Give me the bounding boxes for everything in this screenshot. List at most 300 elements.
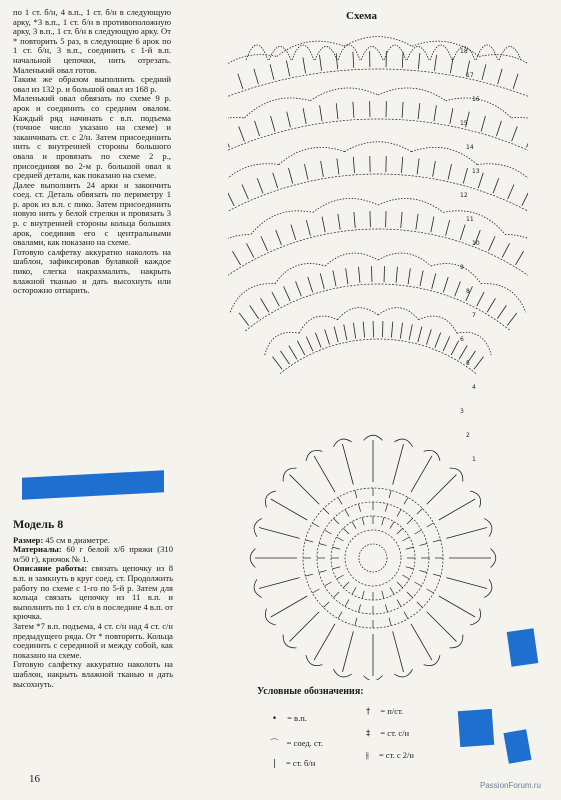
stitch-mark xyxy=(291,225,296,240)
stitch-mark xyxy=(426,329,431,344)
stitch-mark xyxy=(321,161,324,177)
instructions-paragraph: по 1 ст. б/н, 4 в.п., 1 ст. б/н в следующую арку, *3 в.п., 1 ст. б/н в противоположную арку, 3 в.п., 1 ст. б/н в следующую арку. От * повторить 5 раз, в следующие 6 арок по 1 ст. б/н, 3 в.п., соединить с 1-й в.п. начальной цепочки, нить отрезать. Маленький овал готов. xyxy=(13,7,171,75)
petal-spoke xyxy=(393,631,404,672)
stitch-mark xyxy=(404,497,408,504)
stitch-mark xyxy=(434,105,436,121)
stitch-mark xyxy=(345,510,349,517)
stitch-mark xyxy=(415,582,422,586)
stitch-mark xyxy=(391,322,392,338)
stitch-mark xyxy=(352,522,356,529)
stitch-mark xyxy=(417,602,423,608)
stitch-mark xyxy=(255,121,260,136)
row-number: 1 xyxy=(472,456,476,463)
stitch-mark xyxy=(433,574,441,576)
petal-spoke xyxy=(342,631,353,672)
stitch-mark xyxy=(325,530,332,534)
instructions-paragraph: Готовую салфетку аккуратно наколоть на шаблон, зафиксировав булавкой каждое пико, слегка накрахмалить, накрыть влажной тканью и дать высохнуть или осторожно отпарить. xyxy=(13,246,171,296)
stitch-mark xyxy=(239,313,249,326)
stitch-mark xyxy=(337,158,339,174)
stitch-mark xyxy=(419,544,427,546)
stitch-mark xyxy=(289,168,293,183)
petal-spoke xyxy=(439,596,475,617)
stitch-mark xyxy=(382,591,384,599)
stitch-mark xyxy=(343,528,349,534)
stitch-mark xyxy=(344,324,347,340)
stitch-mark xyxy=(303,108,306,124)
petal-tip xyxy=(364,435,383,440)
stitch-mark xyxy=(308,277,313,292)
stitch-mark xyxy=(389,490,391,498)
stitch-mark xyxy=(502,243,509,257)
stitch-mark xyxy=(415,530,422,534)
stitch-mark xyxy=(385,504,387,512)
chain-arch xyxy=(505,234,528,269)
picot-arch xyxy=(338,45,360,60)
stitch-mark xyxy=(306,220,310,235)
stitch-mark xyxy=(320,273,324,288)
petal-spoke xyxy=(393,444,404,485)
stitch-mark xyxy=(389,618,391,626)
stitch-mark xyxy=(487,298,495,312)
tr-symbol: ⫲ xyxy=(366,751,369,761)
chain-arch xyxy=(245,98,311,118)
stitch-mark xyxy=(427,523,434,527)
stitch-mark xyxy=(250,305,259,318)
work-value: связать цепочку из 8 в.п. и замкнуть в круг соед. ст. Продолжить работу по схеме с 1-го по 5-й р. Затем для кольца связать цепочку из 11 в.п. и выполнить по 1 ст. с/н в последние 4 в.п. от крючка. xyxy=(13,563,173,622)
chain-arch xyxy=(228,118,245,146)
stitch-mark xyxy=(397,528,403,534)
row-numbers xyxy=(460,48,480,463)
stitch-mark xyxy=(390,522,394,529)
stitch-mark xyxy=(345,600,349,607)
chain-arch xyxy=(412,41,479,56)
instructions-paragraph: Таким же образом выполнить средний овал из 132 р. и большой овал из 168 р. xyxy=(13,74,171,94)
row-number: 5 xyxy=(466,360,470,367)
stitch-mark xyxy=(337,575,344,579)
chain-arch xyxy=(481,284,526,313)
stitch-mark xyxy=(334,327,338,342)
stitch-mark xyxy=(474,357,484,370)
chain-arch xyxy=(431,264,481,284)
stitch-mark xyxy=(238,74,243,89)
row-number: 16 xyxy=(472,96,480,103)
legend-item-dc xyxy=(366,728,409,739)
decorative-blue-square xyxy=(503,729,531,764)
stitch-mark xyxy=(443,336,450,351)
row-number: 17 xyxy=(466,72,474,79)
petal-tip xyxy=(424,655,440,665)
circle-section xyxy=(250,435,496,680)
stitch-mark xyxy=(417,509,423,515)
stitch-mark xyxy=(408,268,410,284)
picot-arch xyxy=(499,47,521,61)
stitch-mark xyxy=(296,281,302,296)
stitch-mark xyxy=(434,55,436,71)
legend-label: = ст. б/н xyxy=(286,758,316,768)
petal-spoke xyxy=(259,527,300,538)
stitch-mark xyxy=(513,74,518,89)
chain-arch xyxy=(338,308,378,320)
stitch-mark xyxy=(406,547,414,549)
circle-row xyxy=(345,530,401,586)
chain-arch xyxy=(345,142,412,152)
materials-value: 60 г белой х/б пряжи (310 м/50 г), крючок № 1. xyxy=(13,544,173,564)
row-number: 13 xyxy=(472,168,480,175)
stitch-mark xyxy=(522,191,528,205)
schema-title: Схема xyxy=(346,10,377,22)
legend-item-sc xyxy=(273,758,315,769)
stitch-mark xyxy=(407,518,413,524)
row-number: 14 xyxy=(466,144,474,151)
chain-arch xyxy=(477,164,528,190)
stitch-mark xyxy=(397,600,401,607)
stitch-mark xyxy=(396,267,397,283)
stitch-mark xyxy=(402,102,403,118)
petal-tip xyxy=(470,491,480,507)
stitch-mark xyxy=(333,270,336,286)
stitch-mark xyxy=(261,236,268,251)
chain-arch xyxy=(378,198,443,212)
model-8-section xyxy=(13,517,173,689)
instructions-paragraph: Далее выполнить 24 арки и закончить соед. ст. Деталь обвязать по периметру 1 р. арок из в.п. с пико. Затем присоединить новую нить у белой стрелки и провязать 3 р. с внутренней стороны кольца больших арок, соединив его с центральными овалами, как показано на схеме. xyxy=(13,179,171,248)
chain-arch xyxy=(378,88,446,101)
picot-arch xyxy=(361,47,383,61)
petal-spoke xyxy=(427,612,457,642)
stitch-mark xyxy=(232,251,240,265)
stitch-mark xyxy=(498,69,502,84)
stitch-mark xyxy=(497,305,506,318)
picot-arch xyxy=(269,47,291,61)
petal-spoke xyxy=(314,624,335,660)
stitch-mark xyxy=(359,267,360,283)
stitch-mark xyxy=(459,346,467,360)
stitch-mark xyxy=(325,582,332,586)
model-title: Модель 8 xyxy=(13,517,64,531)
stitch-mark xyxy=(353,52,354,68)
dc-symbol: ‡ xyxy=(366,729,371,739)
stitch-mark xyxy=(346,268,348,284)
stitch-mark xyxy=(515,251,523,265)
stitch-mark xyxy=(354,212,355,228)
stitch-mark xyxy=(319,570,327,572)
stitch-mark xyxy=(333,518,339,524)
stitch-mark xyxy=(312,589,319,593)
row-number: 9 xyxy=(460,264,464,271)
row-number: 18 xyxy=(460,48,468,55)
stitch-mark xyxy=(271,116,275,131)
stitch-mark xyxy=(433,540,441,542)
stitch-mark xyxy=(322,217,325,233)
row-number: 8 xyxy=(466,288,470,295)
chain-arch xyxy=(228,234,251,269)
hdc-symbol: † xyxy=(366,707,371,717)
sc-symbol: | xyxy=(273,759,276,769)
petal-spoke xyxy=(290,475,320,505)
row-number: 15 xyxy=(460,120,468,127)
stitch-mark xyxy=(320,105,322,121)
stitch-mark xyxy=(512,126,518,141)
model-work xyxy=(13,564,173,622)
decorative-blue-square xyxy=(458,709,494,747)
stitch-mark xyxy=(402,537,409,541)
stitch-mark xyxy=(338,497,342,504)
picot-arch xyxy=(407,47,429,61)
decorative-blue-bar xyxy=(22,470,164,499)
stitch-mark xyxy=(482,64,486,80)
stitch-mark xyxy=(289,346,297,360)
stitch-mark xyxy=(343,582,349,588)
stitch-mark xyxy=(496,121,501,136)
stitch-mark xyxy=(305,574,313,576)
chain-arch xyxy=(479,55,528,77)
stitch-mark xyxy=(324,602,330,608)
stitch-mark xyxy=(315,333,321,348)
stitch-mark xyxy=(402,52,403,68)
row-number: 12 xyxy=(460,192,468,199)
stitch-mark xyxy=(397,510,401,517)
stitch-mark xyxy=(477,292,484,306)
stitch-mark xyxy=(297,341,304,355)
stitch-mark xyxy=(407,592,413,598)
petal-spoke xyxy=(271,499,307,520)
row-number: 2 xyxy=(466,432,470,439)
stitch-mark xyxy=(304,164,307,180)
stitch-mark xyxy=(228,133,229,148)
stitch-mark xyxy=(276,230,282,245)
petal-spoke xyxy=(259,578,300,589)
legend-item-chain xyxy=(272,713,307,724)
stitch-mark xyxy=(272,357,282,370)
model-paragraph: Готовую салфетку аккуратно наколоть на шаблон, накрыть влажной тканью и дать высохнуть. xyxy=(13,659,173,689)
chain-arch xyxy=(418,316,456,333)
row-line xyxy=(228,69,528,164)
stitch-mark xyxy=(338,214,340,230)
stitch-mark xyxy=(443,277,448,292)
row-line xyxy=(228,174,528,245)
stitch-mark xyxy=(448,164,451,180)
chain-arch xyxy=(313,198,378,212)
stitch-mark xyxy=(404,612,408,619)
stitch-mark xyxy=(336,53,338,69)
petal-spoke xyxy=(446,527,487,538)
stitch-mark xyxy=(270,64,274,80)
chain-arch xyxy=(230,284,275,313)
stitch-mark xyxy=(355,618,357,626)
stitch-mark xyxy=(527,133,528,148)
stitch-mark xyxy=(337,537,344,541)
stitch-mark xyxy=(401,212,402,228)
legend-label: = ст. с 2/н xyxy=(378,750,414,760)
stitch-mark xyxy=(306,336,313,351)
page-number: 16 xyxy=(29,773,40,785)
petal-tip xyxy=(265,609,275,625)
picot-arch xyxy=(476,45,498,60)
stitch-mark xyxy=(239,126,245,141)
stitch-mark xyxy=(427,589,434,593)
stitch-mark xyxy=(406,567,414,569)
petal-spoke xyxy=(446,578,487,589)
stitch-mark xyxy=(451,341,458,355)
chain-arch xyxy=(228,55,277,77)
stitch-mark xyxy=(507,313,517,326)
model-materials xyxy=(13,545,173,564)
stitch-mark xyxy=(257,178,263,193)
stitch-mark xyxy=(324,509,330,515)
row-number: 10 xyxy=(472,240,480,247)
chain-arch xyxy=(325,253,378,266)
model-paragraph: Затем *7 в.п. подъема, 4 ст. с/н над 4 ст. с/н предыдущего ряда. От * повторить. Кольца соединить с серединой и между собой, как показано на схеме. xyxy=(13,620,173,660)
petal-tip xyxy=(306,655,322,665)
stitch-mark xyxy=(338,612,342,619)
chain-arch xyxy=(344,37,412,47)
watermark: PassionForum.ru xyxy=(480,781,541,790)
stitch-mark xyxy=(246,243,253,257)
row-number: 3 xyxy=(460,408,464,415)
stitch-mark xyxy=(431,217,434,233)
stitch-mark xyxy=(261,298,269,312)
stitch-mark xyxy=(433,161,436,177)
stitch-mark xyxy=(481,116,485,131)
row-number: 7 xyxy=(472,312,476,319)
petal-spoke xyxy=(411,624,432,660)
row-line xyxy=(228,119,528,203)
stitch-mark xyxy=(319,55,321,71)
picot-arch xyxy=(246,45,268,60)
stitch-mark xyxy=(336,103,338,119)
stitch-mark xyxy=(359,604,361,612)
row-number: 6 xyxy=(460,336,464,343)
chain-arch xyxy=(251,211,313,234)
legend-item-hdc xyxy=(366,706,403,717)
stitch-mark xyxy=(284,286,291,301)
stitch-mark xyxy=(352,587,356,594)
stitch-mark xyxy=(359,504,361,512)
stitch-mark xyxy=(287,112,291,128)
stitch-mark xyxy=(362,591,364,599)
petal-spoke xyxy=(411,456,432,492)
petal-spoke xyxy=(290,612,320,642)
stitch-mark xyxy=(228,191,234,205)
stitch-mark xyxy=(353,102,354,118)
stitch-mark xyxy=(332,567,340,569)
stitch-mark xyxy=(332,547,340,549)
chain-arch xyxy=(443,211,505,234)
legend-title: Условные обозначения: xyxy=(257,686,364,697)
stitch-mark xyxy=(355,490,357,498)
stitch-mark xyxy=(273,173,278,188)
stitch-mark xyxy=(508,184,514,199)
row-line xyxy=(245,284,510,331)
stitch-mark xyxy=(402,575,409,579)
legend-label: = п/ст. xyxy=(380,706,404,716)
crochet-diagram xyxy=(228,25,528,680)
stitch-mark xyxy=(305,540,313,542)
chain-arch xyxy=(378,308,418,320)
chain-arch xyxy=(378,253,431,266)
petal-spoke xyxy=(427,475,457,505)
stitch-mark xyxy=(489,236,496,251)
stitch-mark xyxy=(385,604,387,612)
chain-arch xyxy=(279,147,345,164)
petal-spoke xyxy=(342,444,353,485)
picot-arch xyxy=(430,45,452,60)
stitch-mark xyxy=(418,327,422,342)
chain-arch xyxy=(299,316,337,333)
chain-arch xyxy=(310,88,378,101)
chain-arch xyxy=(228,164,279,190)
stitch-mark xyxy=(280,351,289,364)
stitch-mark xyxy=(420,270,423,286)
petal-tip xyxy=(470,609,480,625)
picot-arch xyxy=(315,47,337,61)
stitch-mark xyxy=(333,592,339,598)
stitch-mark xyxy=(242,184,248,199)
petal-tip xyxy=(265,491,275,507)
fan-section xyxy=(228,37,528,374)
stitch-mark xyxy=(390,587,394,594)
petal-spoke xyxy=(314,456,335,492)
legend-label: = в.п. xyxy=(287,713,307,723)
petal-tip xyxy=(306,450,322,460)
stitch-mark xyxy=(400,323,402,339)
stitch-mark xyxy=(254,69,258,84)
stitch-mark xyxy=(493,178,499,193)
stitch-mark xyxy=(353,323,355,339)
stitch-mark xyxy=(353,157,354,173)
size-value: 45 см в диаметре. xyxy=(43,534,110,545)
legend-label: = соед. ст. xyxy=(286,738,323,748)
stitch-mark xyxy=(382,517,384,525)
chain-arch xyxy=(265,332,299,355)
petal-spoke xyxy=(439,499,475,520)
stitch-mark xyxy=(418,53,420,69)
legend-label: = ст. с/н xyxy=(380,728,410,738)
materials-label: Материалы: xyxy=(13,544,62,555)
legend-item-tr xyxy=(366,750,414,761)
stitch-mark xyxy=(362,517,364,525)
petal-spoke xyxy=(271,596,307,617)
stitch-mark xyxy=(325,329,330,344)
decorative-blue-square xyxy=(507,628,539,666)
chain-arch xyxy=(275,264,325,284)
row-number: 4 xyxy=(472,384,476,391)
stitch-mark xyxy=(417,158,419,174)
stitch-mark xyxy=(432,273,436,288)
stitch-mark xyxy=(419,570,427,572)
instructions-column xyxy=(13,8,171,296)
stitch-mark xyxy=(397,582,403,588)
stitch-mark xyxy=(303,57,306,73)
row-line xyxy=(228,229,528,288)
size-label: Размер: xyxy=(13,534,44,545)
center-ring xyxy=(359,544,387,572)
stitch-mark xyxy=(319,544,327,546)
petal-tip xyxy=(250,549,255,568)
slip-symbol: ⌒ xyxy=(270,739,279,749)
stitch-mark xyxy=(418,103,420,119)
instructions-paragraph: Маленький овал обвязать по схеме 9 р. арок и соединить со средним овалом. Каждый ряд начинать с в.п. подъема (точное число указано на схеме) и заканчивать ст. с 2/н. Затем присоединить нить с внутренней стороны большого овала и провязать по схеме 2 р., присоединяя во 2-м р. большой овал к средней детали, как показано на схеме. xyxy=(13,93,171,181)
stitch-mark xyxy=(455,281,461,296)
stitch-mark xyxy=(435,333,441,348)
stitch-mark xyxy=(463,168,467,183)
stitch-mark xyxy=(409,324,412,340)
stitch-mark xyxy=(363,322,364,338)
chain-symbol: • xyxy=(272,714,278,724)
row-number: 11 xyxy=(466,216,474,223)
stitch-mark xyxy=(312,523,319,527)
petal-tip xyxy=(424,450,440,460)
stitch-mark xyxy=(416,214,418,230)
